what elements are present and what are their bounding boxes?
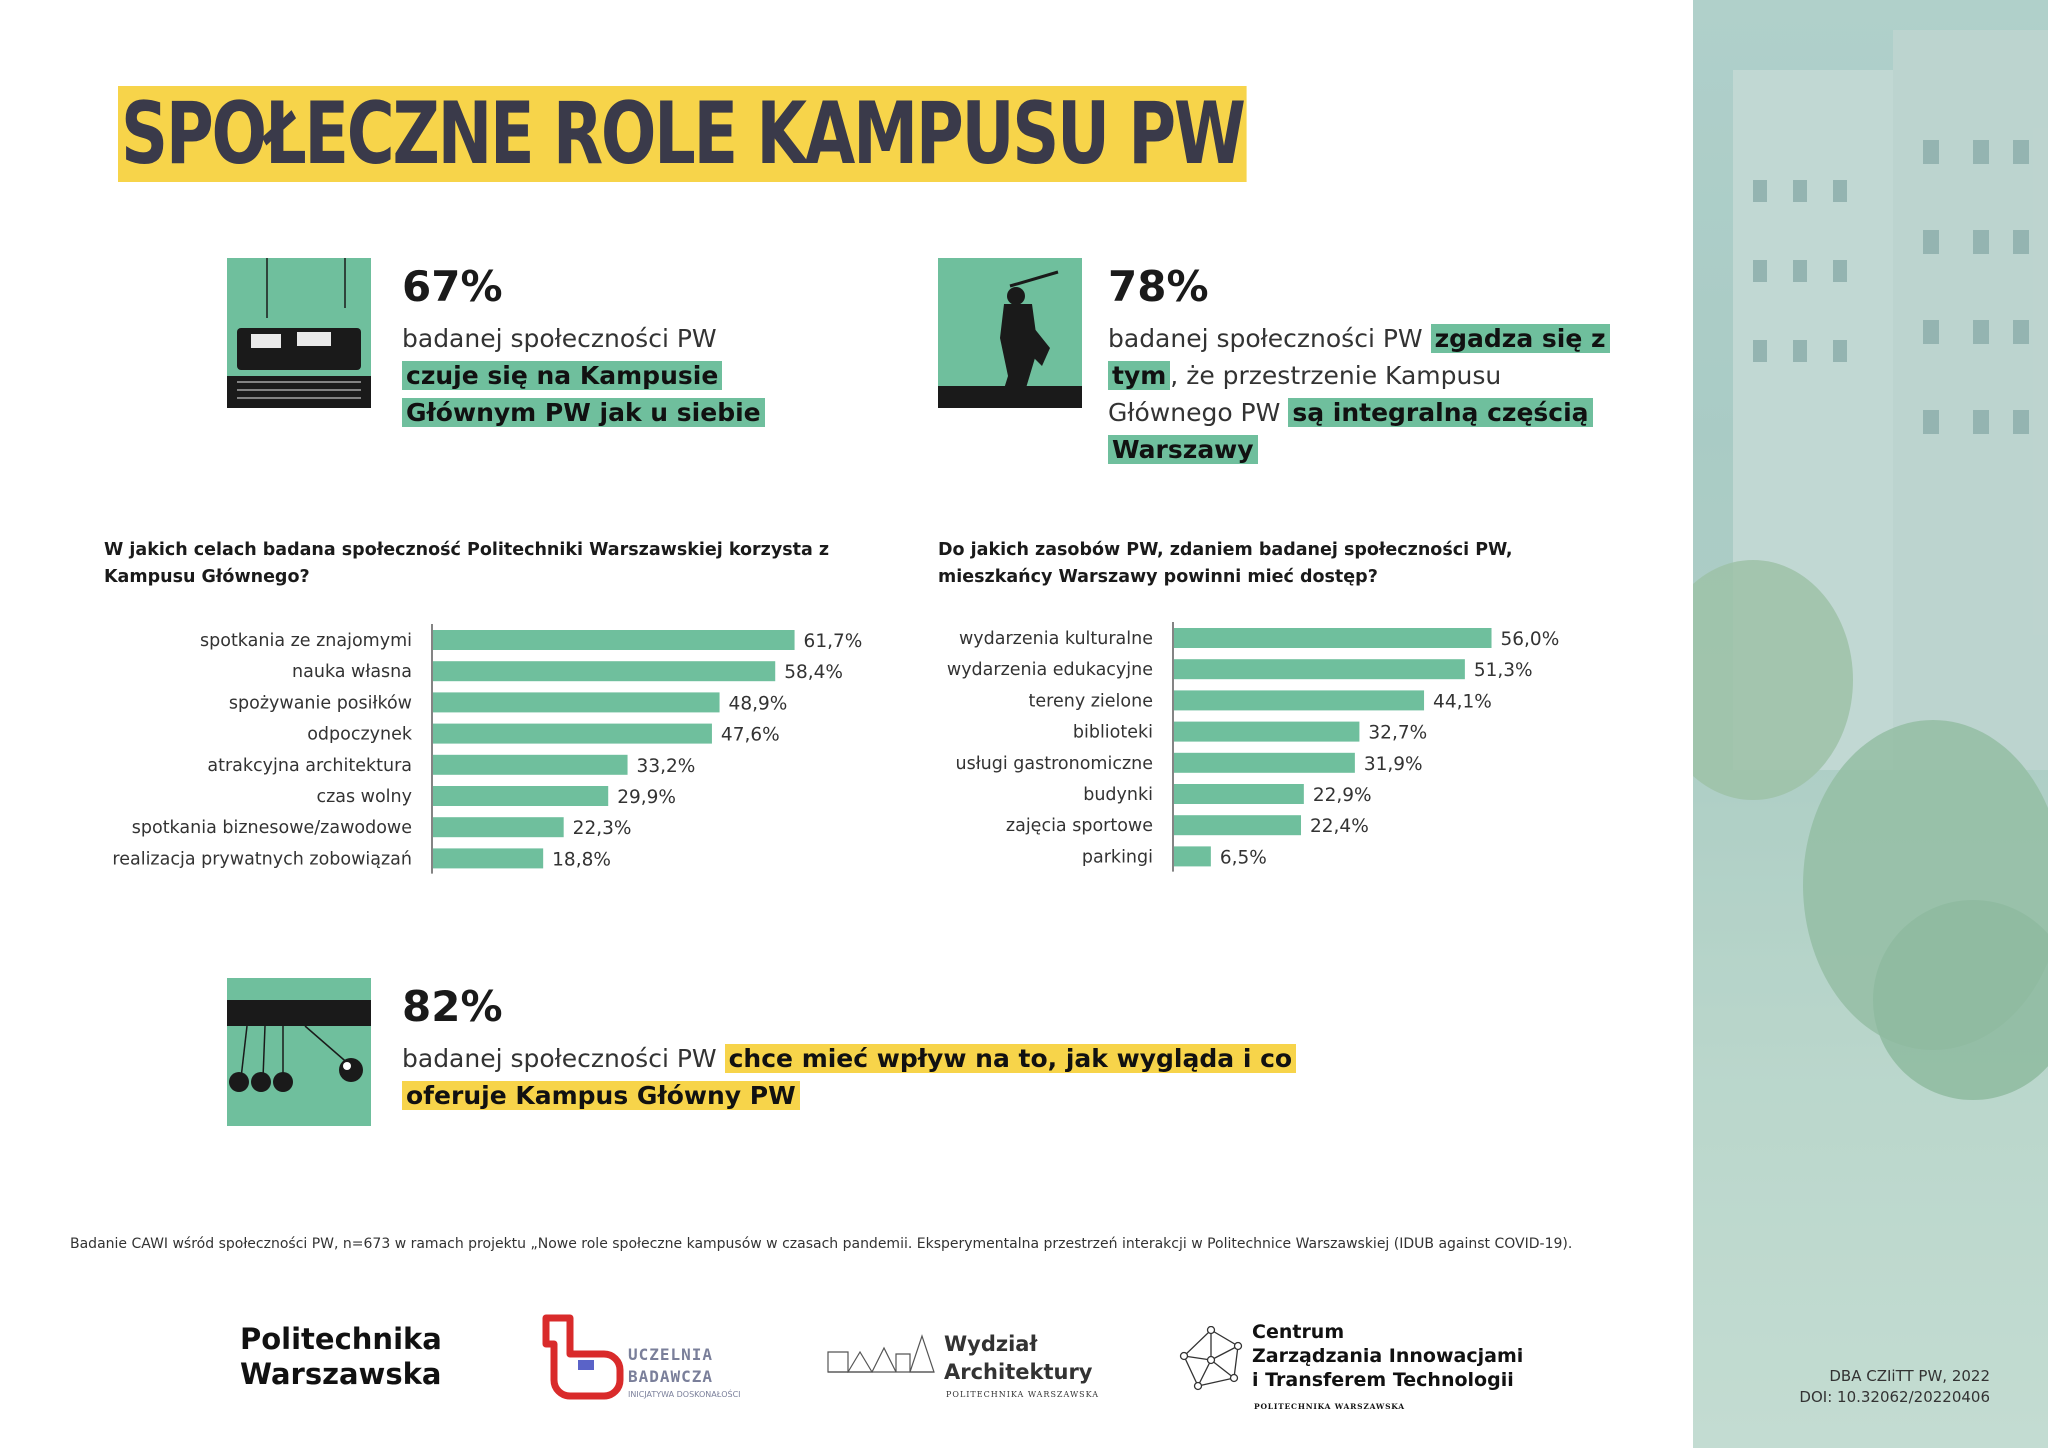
- logo-politechnika-warszawska: Politechnika Warszawska: [240, 1322, 442, 1391]
- logo-wydzial-architektury: Wydział Architektury POLITECHNIKA WARSZAWSKA: [826, 1330, 1106, 1406]
- bar: [1174, 659, 1465, 679]
- category-label: tereny zielone: [1028, 691, 1153, 712]
- category-label: biblioteki: [1072, 722, 1153, 743]
- bar: [1174, 722, 1359, 742]
- stat-percent: 67%: [402, 262, 503, 311]
- value-label: 22,9%: [1312, 785, 1372, 806]
- value-label: 32,7%: [1368, 722, 1428, 744]
- sofa-icon: [227, 258, 371, 408]
- chart-right: [0, 618, 1600, 882]
- value-label: 44,1%: [1433, 691, 1492, 713]
- newtons-cradle-icon: [227, 978, 371, 1126]
- page-title: SPOŁECZNE ROLE KAMPUSU PW: [118, 86, 1247, 182]
- value-label: 22,4%: [1310, 816, 1369, 838]
- category-label: wydarzenia edukacyjne: [946, 660, 1153, 681]
- value-label: 33,2%: [636, 755, 696, 777]
- value-label: 61,7%: [803, 631, 863, 652]
- mermaid-statue-icon: [938, 258, 1082, 408]
- value-label: 56,0%: [1500, 629, 1560, 650]
- chart-title-left: W jakich celach badana społeczność Politechniki Warszawskiej korzysta z Kampusu Głównego?: [104, 540, 830, 587]
- bar: [1174, 815, 1301, 835]
- stat-percent: 78%: [1108, 262, 1209, 311]
- logo-centrum-zarzadzania-innowacjami: Centrum Zarządzania Innowacjami i Transferem Technologii POLITECHNIKA WARSZAWSKA: [1178, 1320, 1538, 1416]
- category-label: zajęcia sportowe: [1005, 816, 1153, 837]
- category-label: atrakcyjna architektura: [207, 755, 412, 776]
- stat-description: badanej społeczności PW czuje się na Kampusie Głównym PW jak u siebie: [402, 320, 802, 431]
- category-label: budynki: [1083, 785, 1153, 805]
- value-label: 31,9%: [1363, 753, 1423, 775]
- stat-highlight: zgadza się z tym: [1108, 324, 1610, 390]
- category-label: wydarzenia kulturalne: [958, 629, 1153, 649]
- bar: [1174, 784, 1304, 804]
- credit-doi: DBA CZIiTT PW, 2022 DOI: 10.32062/20220406: [1799, 1367, 1990, 1406]
- logo-uczelnia-badawcza: UCZELNIA BADAWCZA INICJATYWA DOSKONAŁOŚCI: [540, 1314, 740, 1400]
- value-label: 47,6%: [720, 724, 780, 746]
- stat-highlight: czuje się na Kampusie Głównym PW jak u siebie: [402, 361, 765, 427]
- bar: [1174, 690, 1424, 710]
- bar: [1174, 628, 1492, 648]
- value-label: 51,3%: [1473, 660, 1533, 682]
- value-label: 58,4%: [784, 662, 844, 684]
- category-label: spożywanie posiłków: [228, 693, 412, 714]
- category-label: parkingi: [1081, 847, 1153, 868]
- chart-title-right: Do jakich zasobów PW, zdaniem badanej społeczności PW, mieszkańcy Warszawy powinni mieć dostęp?: [938, 540, 1513, 587]
- bar: [1174, 846, 1211, 866]
- value-label: 6,5%: [1219, 847, 1267, 869]
- category-label: realizacja prywatnych zobowiązań: [112, 849, 412, 870]
- stat-description: badanej społeczności PW chce mieć wpływ na to, jak wygląda i co oferuje Kampus Główny PW: [402, 1040, 1392, 1114]
- stat-highlight: chce mieć wpływ na to, jak wygląda i co oferuje Kampus Główny PW: [402, 1044, 1296, 1110]
- category-label: spotkania biznesowe/zawodowe: [131, 818, 412, 839]
- category-label: odpoczynek: [307, 724, 412, 745]
- campus-photo: [1693, 0, 2048, 1448]
- category-label: nauka własna: [292, 662, 412, 683]
- network-icon: [1178, 1326, 1244, 1392]
- stat-highlight: są integralną częścią Warszawy: [1108, 398, 1593, 464]
- value-label: 22,3%: [572, 818, 632, 840]
- bar: [1174, 753, 1355, 773]
- stat-description: badanej społeczności PW zgadza się z tym , że przestrzenie Kampusu Głównego PW są integralną częścią Warszawy: [1108, 320, 1608, 468]
- value-label: 18,8%: [552, 849, 611, 871]
- category-label: czas wolny: [316, 787, 412, 807]
- value-label: 29,9%: [617, 787, 676, 808]
- methodology-note: Badanie CAWI wśród społeczności PW, n=673 w ramach projektu „Nowe role społeczne kampusów w czasach pandemii. Eksperymentalna przestrzeń interakcji w Politechnice Warszawskiej (IDUB against COVID-19).: [70, 1236, 1573, 1252]
- category-label: usługi gastronomiczne: [955, 753, 1153, 774]
- value-label: 48,9%: [728, 693, 788, 715]
- stat-percent: 82%: [402, 982, 503, 1031]
- category-label: spotkania ze znajomymi: [200, 631, 412, 651]
- wa-mark-icon: [826, 1330, 936, 1382]
- bar-chart-access: [0, 618, 1600, 878]
- ub-mark-icon: [540, 1314, 624, 1400]
